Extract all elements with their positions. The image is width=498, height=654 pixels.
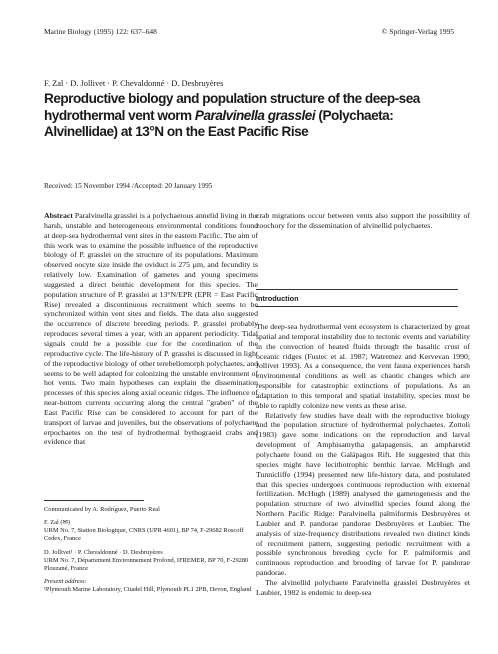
publisher-copyright: © Springer-Verlag 1995	[381, 27, 454, 36]
present-address: ¹Plymouth Marine Laboratory, Citadel Hill, Plymouth PL1 2PB, Devon, England	[44, 586, 252, 594]
journal-citation: Marine Biology (1995) 122: 637–648	[44, 27, 157, 36]
intro-rule-top	[256, 289, 458, 290]
present-address-label: Present address:	[44, 578, 87, 586]
intro-paragraph-2: Relatively few studies have dealt with the reproductive biology and the population structure of hydrothermal polychaetes. Zottoli (1983) gave some indications on the reproduction and larval development of Amphisamytha galapagensis, an ampharetid polychaete found on the Galápagos Rift. He suggested that this species might have lecithotrophic benthic larvae. McHugh and Tunnicliffe (1994) presented new life-history data, and postulated that this species undergoes continuous reproduction with external fertilization. McHugh (1989) analysed the gametogenesis and the population structure of two alvinellid species found along the Northern Pacific Ridge: Paralvinella palmiformis Desbruyères et Laubier and P. pandorae pandorae Desbruyères et Laubier. The analysis of size-frequency distributions revealed two distinct kinds of recruitment pattern, suggesting periodic recruitment with a possible synchronous breeding cycle for P. palmiformis and continuous reproduction and brooding of larvae for P. pandorae pandorae.	[256, 410, 470, 578]
article-title	[44, 91, 459, 141]
other-authors: D. Jollivet¹ · P. Chevaldonné · D. Desbruyères	[44, 548, 163, 556]
abstract-label: Abstract	[44, 211, 73, 220]
received-dates: Received: 15 November 1994 /Accepted: 20 January 1995	[44, 182, 213, 190]
communicated-by: Communicated by A. Rodríguez, Puerto Real	[44, 506, 160, 513]
abstract-text: Paralvinella grasslei is a polychaetous annelid living in the harsh, unstable and heterogeneous environmental conditions found at deep-sea hydrothermal vent sites in the eastern Pacific. The aim of this work was to examine the possible influence of the reproductive biology of P. grasslei on the structure of its populations. Maximum observed oocyte size inside the oviduct is 275 µm, and fecundity is relatively low. Examination of gametes and young specimens suggested a direct benthic development for this species. The population structure of P. grasslei at 13°N/EPR (EPR = East Pacific Rise) revealed a discontinuous recruitment which seems to be synchronized within vent sites and fields. The data also suggested the occurrence of discrete breeding periods. P. grasslei probably reproduces several times a year, with an apparent periodicity. Tidal signals could be a possible cue for the coordination of the reproductive cycle. The life-history of P. grasslei is discussed in light of the reproductive biology of other terebellomorph polychaetes, and seems to be well adapted for colonizing the unstable environment of hot vents. Two main hypotheses can explain the dissemination processes of this species along axial oceanic ridges. The influence of near-bottom currents occurring along the central "graben" of the East Pacific Rise can be considered to account for part of the transport of larvae and juveniles, but the observations of polychaete erpochaetes on the test of hydrothermal bythograeid crabs and evidence that	[44, 211, 258, 447]
left-column	[44, 211, 258, 447]
introduction-body	[256, 322, 470, 598]
intro-paragraph-1: The deep-sea hydrothermal vent ecosystem is characterized by great spatial and temporal instability due to tectonic events and variability in the convection of heated fluids through the basaltic crust of oceanic ridges (Fustec et al. 1987; Watremez and Kervevan 1990; Jollivet 1993). As a consequence, the vent fauna experiences harsh environmental conditions as well as chaotic changes which are responsible for catastrophic extinctions of populations. As an adaptation to this temporal and spatial instability, species must be able to rapidly colonize new vents as these arise.	[256, 322, 470, 410]
title-part-2: (Polychaeta: Alvinellidae) at 13°N on the East Pacific Rise	[44, 107, 394, 139]
intro-paragraph-3: The alvinellid polychaete Paralvinella grasslei Desbruyères et Laubier, 1982 is endemic to deep-sea	[256, 577, 470, 597]
abstract-cont-text: crab migrations occur between vents also support the possibility of zoochory for the dissemination of alvinellid polychaetes.	[256, 211, 470, 230]
footnote-rule	[44, 500, 144, 501]
intro-rule-bottom	[256, 306, 458, 307]
corresponding-author: F. Zal (✉)	[44, 519, 70, 527]
abstract-continuation	[256, 211, 470, 231]
communication-block	[44, 506, 258, 594]
address-1: URM No. 7, Station Biologique, CNRS (UPR 4601), BP 74, F-29682 Roscoff Cedex, France	[44, 527, 244, 543]
introduction-heading: Introduction	[256, 294, 299, 303]
abstract	[44, 211, 258, 447]
title-part-1: Reproductive biology and population structure of the deep-sea hydrothermal vent worm	[44, 91, 420, 123]
title-species: Paralvinella grasslei	[194, 107, 316, 123]
author-list: F. Zal · D. Jollivet · P. Chevaldonné · D. Desbruyères	[44, 79, 224, 88]
address-2: URM No. 7, Département Environnement Profond, IFREMER, BP 70, F-29280 Plouzané, France	[44, 556, 249, 572]
